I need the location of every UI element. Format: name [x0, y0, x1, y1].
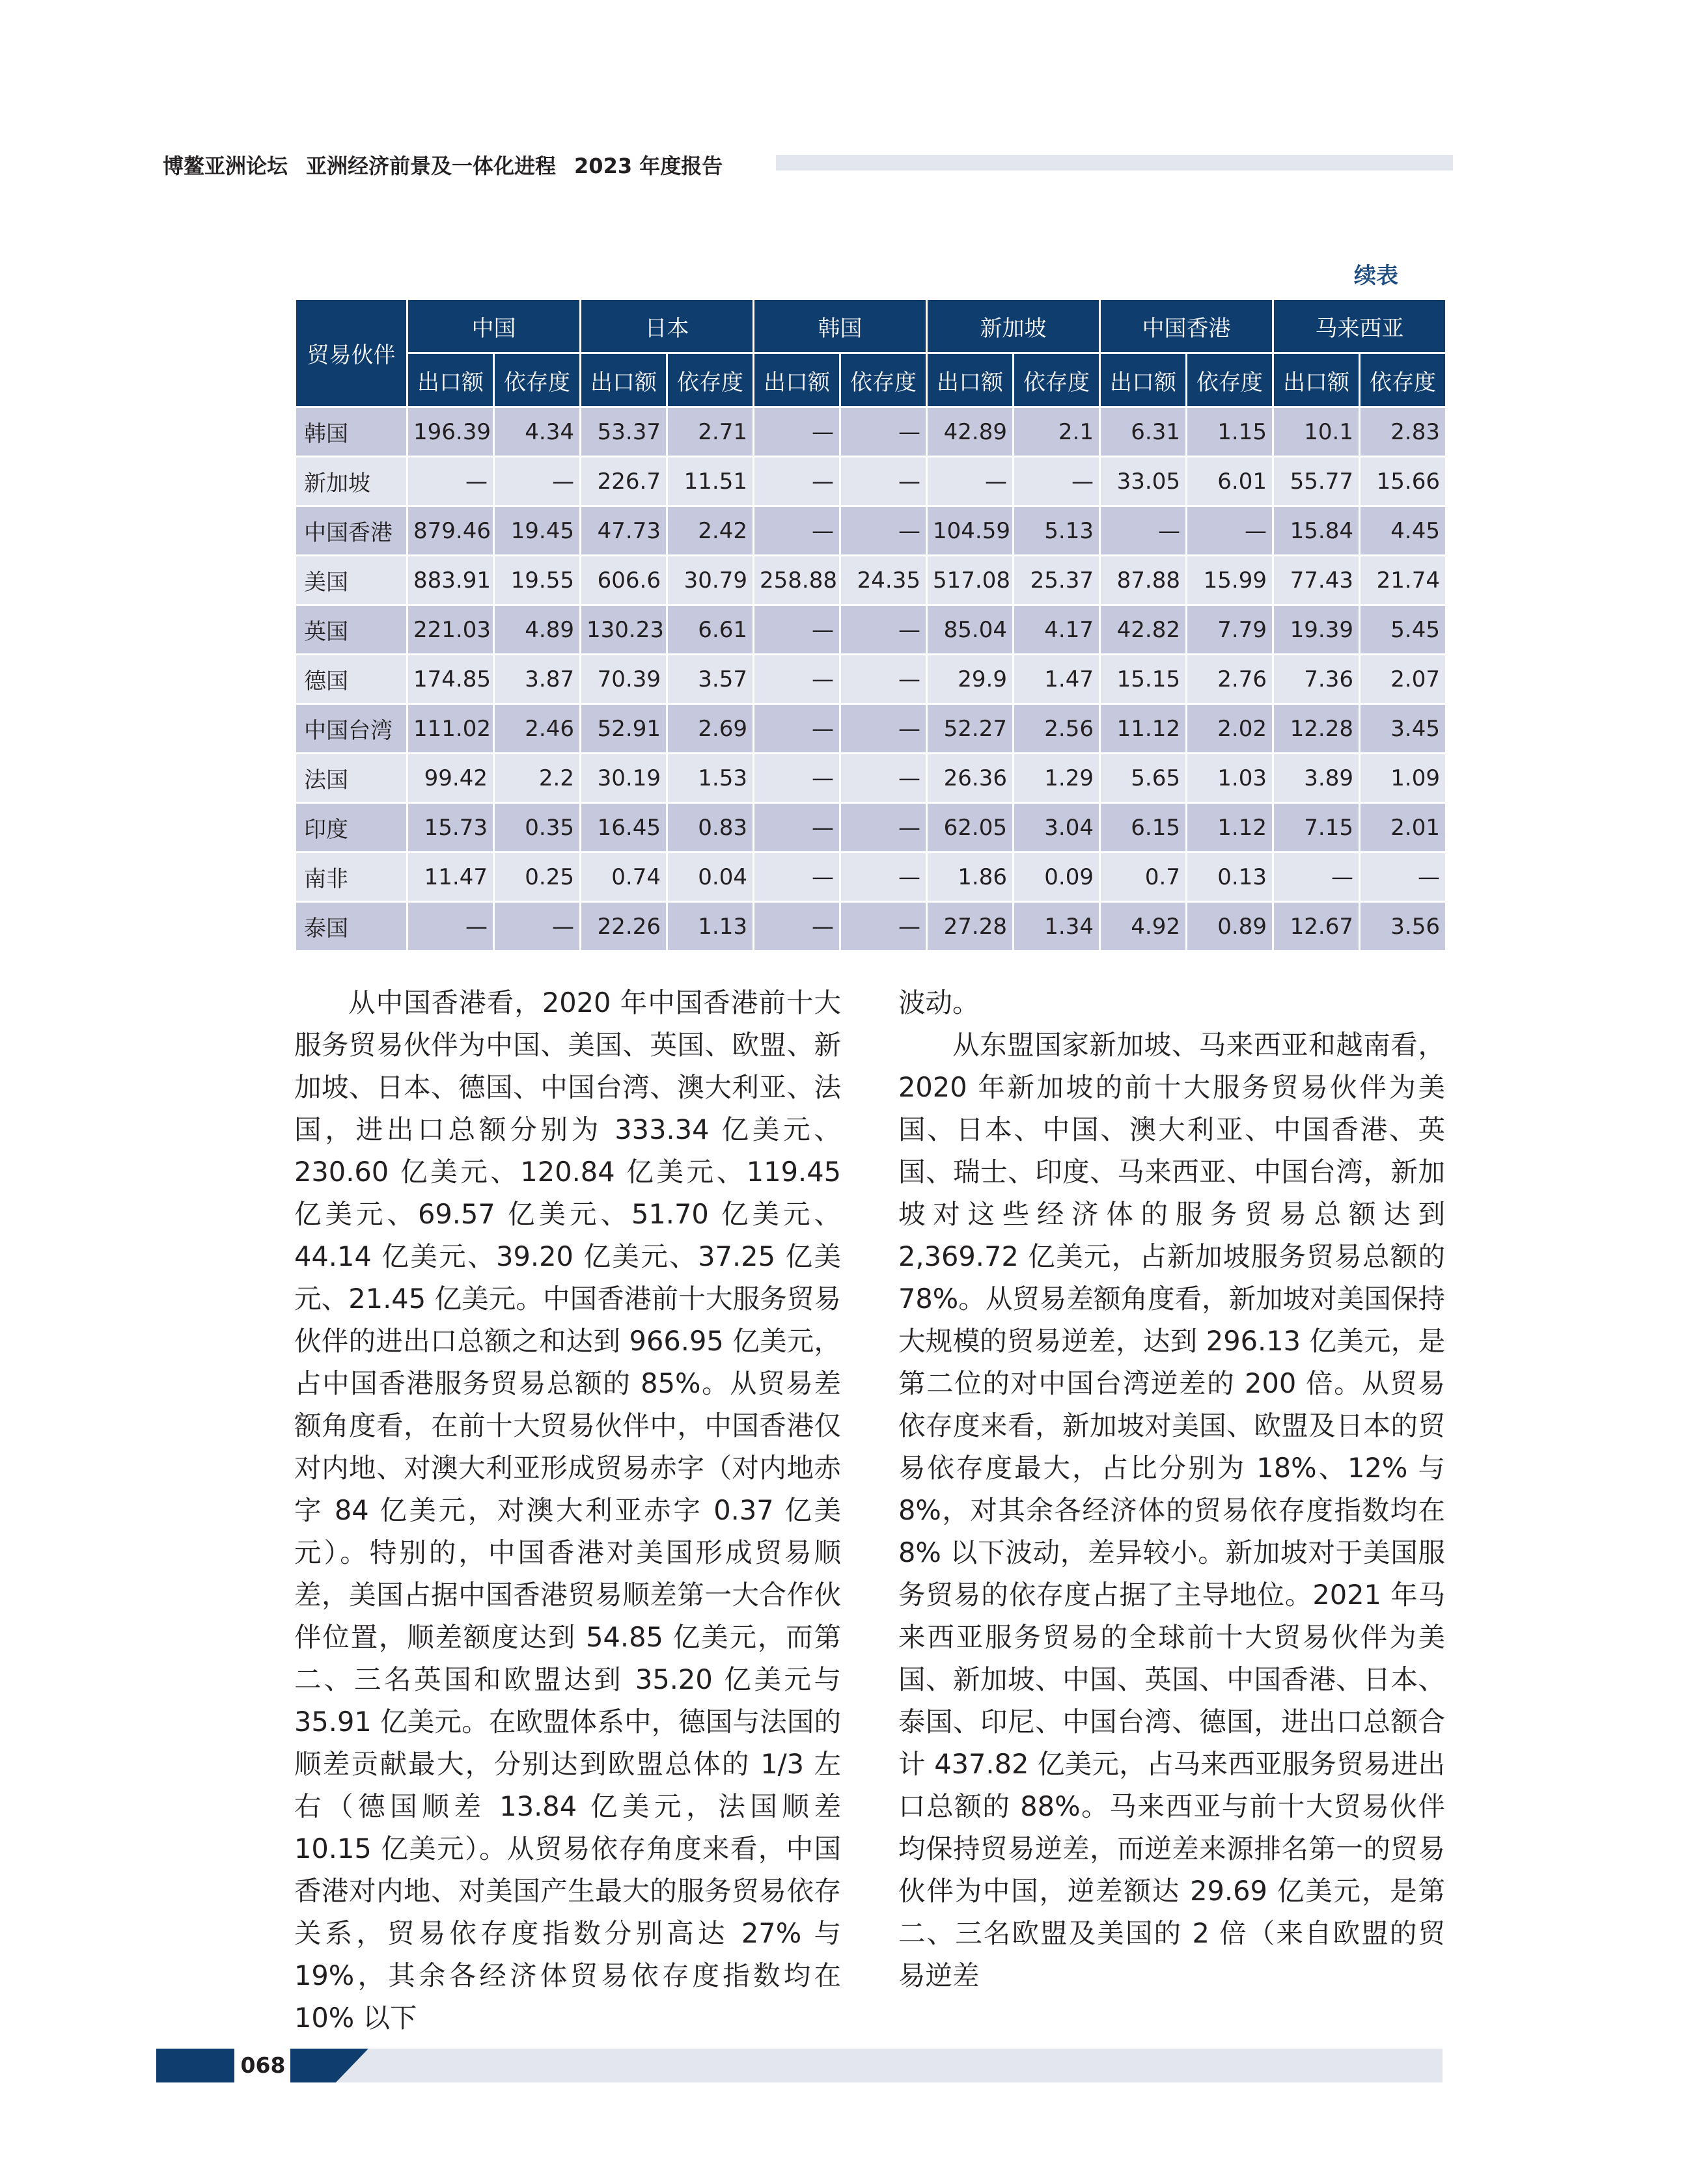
- dependency-value-cell: 4.45: [1360, 506, 1446, 556]
- dependency-value-cell: 19.55: [494, 556, 581, 605]
- paragraph-asean: 从东盟国家新加坡、马来西亚和越南看，2020 年新加坡的前十大服务贸易伙伴为美国、日本、中国、澳大利亚、中国香港、英国、瑞士、印度、马来西亚、中国台湾，新加坡对这些经济体的服务贸易总额达到 2,369.72 亿美元，占新加坡服务贸易总额的 78%。从贸易差额角度看，新加坡对美国保持大规模的贸易逆差，达到 296.13 亿美元，是第二位的对中国台湾逆差的 200 倍。从贸易依存度来看，新加坡对美国、欧盟及日本的贸易依存度最大，占比分别为 18%、12% 与 8%，对其余各经济体的贸易依存度指数均在 8% 以下波动，差异较小。新加坡对于美国服务贸易的依存度占据了主导地位。2021 年马来西亚服务贸易的全球前十大贸易伙伴为美国、新加坡、中国、英国、中国香港、日本、泰国、印尼、中国台湾、德国，进出口总额合计 437.82 亿美元，占马来西亚服务贸易进出口总额的 88%。马来西亚与前十大贸易伙伴均保持贸易逆差，而逆差来源排名第一的贸易伙伴为中国，逆差额达 29.69 亿美元，是第二、三名欧盟及美国的 2 倍（来自欧盟的贸易逆差: [898, 1029, 1445, 1991]
- dependency-value-cell: 11.51: [667, 457, 754, 506]
- export-value-cell: 6.31: [1100, 407, 1187, 457]
- economy-header-singapore: 新加坡: [927, 299, 1100, 353]
- dependency-value-cell: 2.46: [494, 704, 581, 754]
- export-value-cell: 6.15: [1100, 803, 1187, 853]
- dependency-value-cell: —: [840, 754, 927, 803]
- dependency-value-cell: 0.04: [667, 853, 754, 902]
- table-row: [296, 803, 1446, 853]
- dependency-value-cell: 2.76: [1187, 655, 1273, 704]
- dependency-value-cell: 2.1: [1014, 407, 1100, 457]
- dependency-value-cell: 0.13: [1187, 853, 1273, 902]
- dependency-value-cell: —: [840, 803, 927, 853]
- body-column-right: [898, 981, 1445, 1997]
- export-value-cell: 174.85: [407, 655, 494, 704]
- dependency-value-cell: 1.34: [1014, 902, 1100, 951]
- export-value-cell: 85.04: [927, 605, 1014, 655]
- export-subheader: 出口额: [927, 353, 1014, 407]
- export-value-cell: 104.59: [927, 506, 1014, 556]
- dependency-value-cell: 2.02: [1187, 704, 1273, 754]
- table-continued-label: 续表: [1354, 263, 1398, 289]
- dependency-value-cell: —: [840, 655, 927, 704]
- dependency-value-cell: 5.45: [1360, 605, 1446, 655]
- export-value-cell: —: [754, 853, 840, 902]
- table-row: [296, 457, 1446, 506]
- export-value-cell: 22.26: [581, 902, 667, 951]
- economy-header-korea: 韩国: [754, 299, 927, 353]
- export-value-cell: 7.36: [1273, 655, 1360, 704]
- export-value-cell: 4.92: [1100, 902, 1187, 951]
- partner-cell: 泰国: [296, 902, 407, 951]
- dependency-value-cell: 0.25: [494, 853, 581, 902]
- dependency-value-cell: —: [840, 605, 927, 655]
- export-subheader: 出口额: [754, 353, 840, 407]
- dependency-value-cell: 0.83: [667, 803, 754, 853]
- export-value-cell: —: [754, 803, 840, 853]
- dependency-value-cell: —: [494, 902, 581, 951]
- export-value-cell: 26.36: [927, 754, 1014, 803]
- dependency-value-cell: —: [840, 407, 927, 457]
- economy-header-hong-kong: 中国香港: [1100, 299, 1273, 353]
- export-value-cell: 11.47: [407, 853, 494, 902]
- export-value-cell: —: [754, 655, 840, 704]
- economy-header-japan: 日本: [581, 299, 754, 353]
- export-value-cell: 15.84: [1273, 506, 1360, 556]
- economy-header-china: 中国: [407, 299, 581, 353]
- export-value-cell: 70.39: [581, 655, 667, 704]
- dependency-value-cell: 1.53: [667, 754, 754, 803]
- dependency-value-cell: 2.2: [494, 754, 581, 803]
- body-column-left: [294, 981, 841, 2039]
- dependency-value-cell: —: [840, 457, 927, 506]
- export-value-cell: —: [754, 754, 840, 803]
- dependency-value-cell: 6.01: [1187, 457, 1273, 506]
- export-value-cell: 111.02: [407, 704, 494, 754]
- dependency-value-cell: —: [840, 853, 927, 902]
- table-row: [296, 506, 1446, 556]
- partner-cell: 法国: [296, 754, 407, 803]
- dependency-value-cell: 3.87: [494, 655, 581, 704]
- dependency-value-cell: 3.04: [1014, 803, 1100, 853]
- dependency-value-cell: 1.13: [667, 902, 754, 951]
- partner-cell: 美国: [296, 556, 407, 605]
- table-row: [296, 754, 1446, 803]
- export-value-cell: 1.86: [927, 853, 1014, 902]
- table-body: [296, 407, 1446, 951]
- dependency-value-cell: —: [840, 902, 927, 951]
- header-report-year: 2023 年度报告: [574, 154, 723, 178]
- table-row: [296, 655, 1446, 704]
- dependency-value-cell: 3.57: [667, 655, 754, 704]
- export-value-cell: 5.65: [1100, 754, 1187, 803]
- dependency-value-cell: —: [1014, 457, 1100, 506]
- dependency-subheader: 依存度: [1360, 353, 1446, 407]
- dependency-value-cell: 2.07: [1360, 655, 1446, 704]
- export-value-cell: —: [407, 457, 494, 506]
- export-value-cell: —: [754, 605, 840, 655]
- dependency-value-cell: 2.71: [667, 407, 754, 457]
- table-row: [296, 605, 1446, 655]
- partner-cell: 新加坡: [296, 457, 407, 506]
- running-header: [163, 148, 741, 181]
- export-value-cell: 7.15: [1273, 803, 1360, 853]
- export-value-cell: 0.7: [1100, 853, 1187, 902]
- export-value-cell: —: [1100, 506, 1187, 556]
- export-value-cell: —: [754, 704, 840, 754]
- export-value-cell: —: [754, 902, 840, 951]
- partner-cell: 中国香港: [296, 506, 407, 556]
- dependency-value-cell: 15.99: [1187, 556, 1273, 605]
- export-value-cell: 30.19: [581, 754, 667, 803]
- export-value-cell: 42.82: [1100, 605, 1187, 655]
- export-value-cell: 87.88: [1100, 556, 1187, 605]
- export-value-cell: 0.74: [581, 853, 667, 902]
- export-value-cell: 879.46: [407, 506, 494, 556]
- export-value-cell: 53.37: [581, 407, 667, 457]
- dependency-value-cell: 4.17: [1014, 605, 1100, 655]
- export-value-cell: 606.6: [581, 556, 667, 605]
- dependency-value-cell: 1.09: [1360, 754, 1446, 803]
- export-value-cell: 3.89: [1273, 754, 1360, 803]
- economy-header-malaysia: 马来西亚: [1273, 299, 1446, 353]
- dependency-value-cell: 4.89: [494, 605, 581, 655]
- export-value-cell: —: [754, 457, 840, 506]
- dependency-value-cell: —: [1187, 506, 1273, 556]
- dependency-value-cell: 2.01: [1360, 803, 1446, 853]
- export-value-cell: 196.39: [407, 407, 494, 457]
- table-row: [296, 704, 1446, 754]
- dependency-subheader: 依存度: [667, 353, 754, 407]
- page-number: 068: [240, 2053, 286, 2078]
- dependency-value-cell: 1.15: [1187, 407, 1273, 457]
- dependency-value-cell: 2.56: [1014, 704, 1100, 754]
- footer-arrow-decoration: [290, 2049, 368, 2082]
- export-value-cell: 12.28: [1273, 704, 1360, 754]
- dependency-value-cell: 15.66: [1360, 457, 1446, 506]
- export-value-cell: 226.7: [581, 457, 667, 506]
- dependency-value-cell: —: [840, 506, 927, 556]
- footer-block: [156, 2049, 234, 2082]
- dependency-value-cell: 1.47: [1014, 655, 1100, 704]
- dependency-subheader: 依存度: [494, 353, 581, 407]
- dependency-value-cell: 2.69: [667, 704, 754, 754]
- export-value-cell: 52.27: [927, 704, 1014, 754]
- export-value-cell: 77.43: [1273, 556, 1360, 605]
- export-value-cell: 517.08: [927, 556, 1014, 605]
- export-value-cell: —: [927, 457, 1014, 506]
- partner-cell: 英国: [296, 605, 407, 655]
- dependency-value-cell: 7.79: [1187, 605, 1273, 655]
- dependency-value-cell: 25.37: [1014, 556, 1100, 605]
- export-value-cell: 12.67: [1273, 902, 1360, 951]
- export-value-cell: 883.91: [407, 556, 494, 605]
- dependency-value-cell: 2.42: [667, 506, 754, 556]
- header-forum-name: 博鳌亚洲论坛: [163, 154, 288, 178]
- export-value-cell: 52.91: [581, 704, 667, 754]
- export-value-cell: 10.1: [1273, 407, 1360, 457]
- dependency-value-cell: 19.45: [494, 506, 581, 556]
- partner-cell: 印度: [296, 803, 407, 853]
- export-subheader: 出口额: [407, 353, 494, 407]
- table-row: [296, 902, 1446, 951]
- partner-cell: 中国台湾: [296, 704, 407, 754]
- export-value-cell: 19.39: [1273, 605, 1360, 655]
- header-report-title: 亚洲经济前景及一体化进程: [306, 154, 557, 178]
- export-value-cell: 55.77: [1273, 457, 1360, 506]
- dependency-value-cell: 1.03: [1187, 754, 1273, 803]
- export-value-cell: —: [1273, 853, 1360, 902]
- export-value-cell: 33.05: [1100, 457, 1187, 506]
- table-row: [296, 853, 1446, 902]
- dependency-value-cell: 6.61: [667, 605, 754, 655]
- dependency-value-cell: 21.74: [1360, 556, 1446, 605]
- dependency-value-cell: 4.34: [494, 407, 581, 457]
- table-row: [296, 407, 1446, 457]
- export-value-cell: —: [754, 407, 840, 457]
- dependency-value-cell: 1.12: [1187, 803, 1273, 853]
- dependency-value-cell: 1.29: [1014, 754, 1100, 803]
- export-subheader: 出口额: [1273, 353, 1360, 407]
- trade-partner-table: [294, 298, 1447, 952]
- export-value-cell: 42.89: [927, 407, 1014, 457]
- export-subheader: 出口额: [581, 353, 667, 407]
- dependency-value-cell: —: [840, 704, 927, 754]
- dependency-subheader: 依存度: [1014, 353, 1100, 407]
- export-value-cell: —: [754, 506, 840, 556]
- footer-rule: [368, 2049, 1443, 2082]
- export-subheader: 出口额: [1100, 353, 1187, 407]
- table-row: [296, 556, 1446, 605]
- export-value-cell: 99.42: [407, 754, 494, 803]
- dependency-value-cell: 0.09: [1014, 853, 1100, 902]
- export-value-cell: 11.12: [1100, 704, 1187, 754]
- dependency-value-cell: 2.83: [1360, 407, 1446, 457]
- dependency-subheader: 依存度: [840, 353, 927, 407]
- export-value-cell: 130.23: [581, 605, 667, 655]
- dependency-value-cell: 3.45: [1360, 704, 1446, 754]
- dependency-value-cell: 30.79: [667, 556, 754, 605]
- partner-cell: 南非: [296, 853, 407, 902]
- header-rule: [776, 155, 1453, 171]
- partner-column-header: 贸易伙伴: [296, 299, 407, 407]
- dependency-value-cell: 0.35: [494, 803, 581, 853]
- export-value-cell: 62.05: [927, 803, 1014, 853]
- paragraph-hong-kong: 从中国香港看，2020 年中国香港前十大服务贸易伙伴为中国、美国、英国、欧盟、新加坡、日本、德国、中国台湾、澳大利亚、法国，进出口总额分别为 333.34 亿美元、230.60 亿美元、120.84 亿美元、119.45 亿美元、69.57 亿美元、51.70 亿美元、44.14 亿美元、39.20 亿美元、37.25 亿美元、21.45 亿美元。中国香港前十大服务贸易伙伴的进出口总额之和达到 966.95 亿美元，占中国香港服务贸易总额的 85%。从贸易差额角度看，在前十大贸易伙伴中，中国香港仅对内地、对澳大利亚形成贸易赤字（对内地赤字 84 亿美元，对澳大利亚赤字 0.37 亿美元）。特别的，中国香港对美国形成贸易顺差，美国占据中国香港贸易顺差第一大合作伙伴位置，顺差额度达到 54.85 亿美元，而第二、三名英国和欧盟达到 35.20 亿美元与 35.91 亿美元。在欧盟体系中，德国与法国的顺差贡献最大，分别达到欧盟总体的 1/3 左右（德国顺差 13.84 亿美元，法国顺差 10.15 亿美元）。从贸易依存角度来看，中国香港对内地、对美国产生最大的服务贸易依存关系，贸易依存度指数分别高达 27% 与 19%，其余各经济体贸易依存度指数均在 10% 以下: [294, 987, 841, 2034]
- export-value-cell: 15.73: [407, 803, 494, 853]
- dependency-value-cell: —: [1360, 853, 1446, 902]
- dependency-value-cell: 5.13: [1014, 506, 1100, 556]
- partner-cell: 德国: [296, 655, 407, 704]
- export-value-cell: 29.9: [927, 655, 1014, 704]
- export-value-cell: 47.73: [581, 506, 667, 556]
- dependency-value-cell: —: [494, 457, 581, 506]
- dependency-value-cell: 24.35: [840, 556, 927, 605]
- export-value-cell: 15.15: [1100, 655, 1187, 704]
- export-value-cell: 221.03: [407, 605, 494, 655]
- export-value-cell: 258.88: [754, 556, 840, 605]
- dependency-value-cell: 3.56: [1360, 902, 1446, 951]
- export-value-cell: 27.28: [927, 902, 1014, 951]
- dependency-subheader: 依存度: [1187, 353, 1273, 407]
- partner-cell: 韩国: [296, 407, 407, 457]
- export-value-cell: 16.45: [581, 803, 667, 853]
- dependency-value-cell: 0.89: [1187, 902, 1273, 951]
- paragraph-continuation: 波动。: [898, 987, 980, 1018]
- export-value-cell: —: [407, 902, 494, 951]
